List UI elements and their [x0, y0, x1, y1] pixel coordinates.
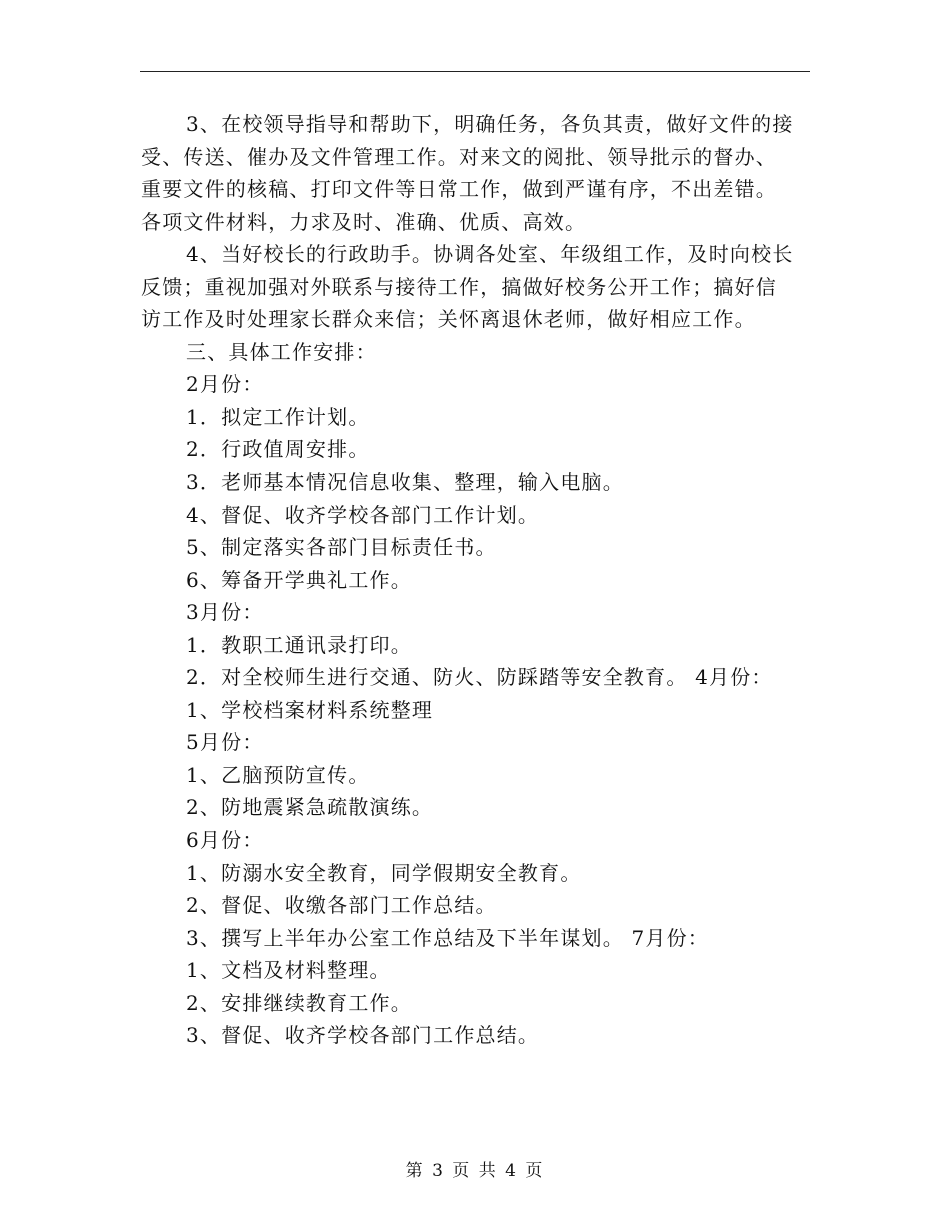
text-line: 1、文档及材料整理。 [186, 958, 391, 983]
text-line: 5、制定落实各部门目标责任书。 [186, 535, 497, 560]
text-line: 2月份： [186, 372, 264, 397]
text-line: 1．拟定工作计划。 [186, 404, 370, 429]
text-line: 4、当好校长的行政助手。协调各处室、年级组工作，及时向校长 [186, 242, 794, 267]
text-line: 2．对全校师生进行交通、防火、防踩踏等安全教育。 4月份： [186, 665, 773, 690]
text-line: 2、督促、收缴各部门工作总结。 [186, 893, 497, 918]
text-line: 5月份： [186, 730, 264, 755]
text-line: 2、安排继续教育工作。 [186, 990, 412, 1015]
text-line: 1、学校档案材料系统整理 [186, 697, 434, 722]
text-line: 3、督促、收齐学校各部门工作总结。 [186, 1023, 540, 1048]
text-line: 反馈；重视加强对外联系与接待工作，搞做好校务公开工作；搞好信 [141, 274, 777, 299]
text-line: 重要文件的核稿、打印文件等日常工作，做到严谨有序，不出差错。 [141, 177, 777, 202]
text-line: 6月份： [186, 828, 264, 853]
text-line: 4、督促、收齐学校各部门工作计划。 [186, 502, 540, 527]
text-line: 6、筹备开学典礼工作。 [186, 567, 412, 592]
text-line: 3月份： [186, 600, 264, 625]
page-number-footer: 第 3 页 共 4 页 [405, 1161, 545, 1181]
text-line: 3、在校领导指导和帮助下，明确任务，各负其责，做好文件的接 [186, 112, 794, 136]
text-line: 2．行政值周安排。 [186, 437, 370, 462]
text-line: 1、乙脑预防宣传。 [186, 762, 370, 787]
document-body [141, 108, 811, 1052]
text-line: 三、具体工作安排： [186, 339, 377, 364]
text-line: 2、防地震紧急疏散演练。 [186, 795, 434, 820]
text-line: 访工作及时处理家长群众来信；关怀离退休老师，做好相应工作。 [141, 307, 756, 332]
text-line: 各项文件材料，力求及时、准确、优质、高效。 [141, 209, 587, 234]
text-line: 受、传送、催办及文件管理工作。对来文的阅批、领导批示的督办、 [141, 144, 777, 169]
text-line: 1、防溺水安全教育，同学假期安全教育。 [186, 860, 582, 885]
text-line: 3．老师基本情况信息收集、整理，输入电脑。 [186, 470, 624, 495]
header-rule [140, 71, 810, 72]
text-line: 3、撰写上半年办公室工作总结及下半年谋划。 7月份： [186, 925, 710, 950]
text-line: 1．教职工通讯录打印。 [186, 632, 412, 657]
